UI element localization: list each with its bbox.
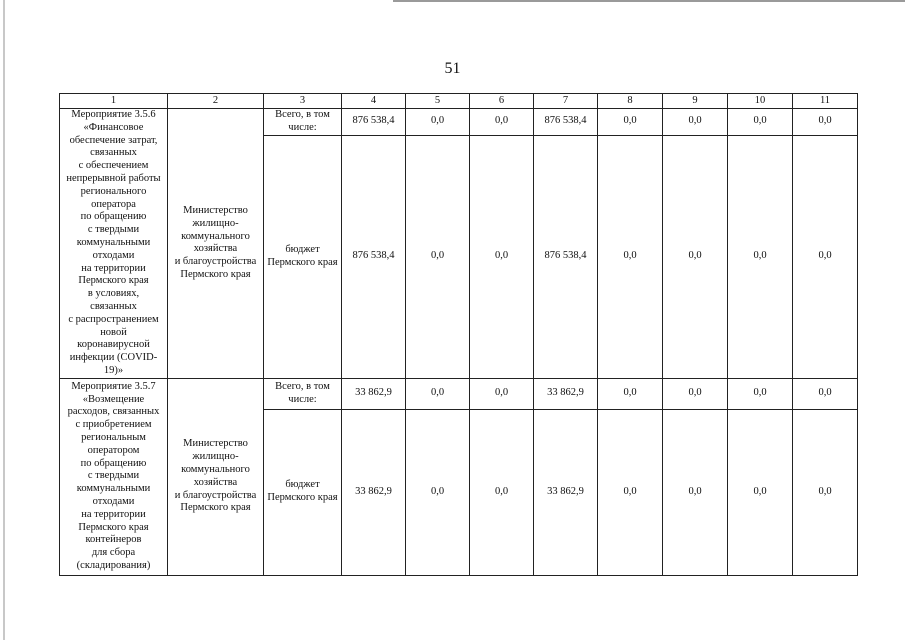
column-number: 9 — [663, 94, 728, 109]
event-line: оператора — [91, 198, 136, 210]
value-cell: 0,0 — [598, 109, 663, 136]
event-line: оператором — [87, 444, 140, 456]
event-cell — [60, 378, 168, 575]
value-cell: 0,0 — [406, 109, 470, 136]
value-cell: 0,0 — [663, 135, 728, 378]
event-line: с обеспечением — [78, 160, 149, 172]
event-line: на территории — [81, 262, 146, 274]
event-line: по обращению — [80, 211, 147, 223]
event-line: отходами — [92, 249, 135, 261]
value-cell: 33 862,9 — [342, 409, 406, 575]
executor-line: хозяйства — [193, 243, 238, 255]
source-cell — [264, 109, 342, 136]
event-line: 19)» — [103, 364, 124, 376]
value-cell: 0,0 — [663, 109, 728, 136]
event-line: расходов, связанных — [67, 406, 160, 418]
source-line: Всего, в том — [275, 380, 330, 392]
column-number: 4 — [342, 94, 406, 109]
event-line: непрерывной работы — [66, 172, 161, 184]
value-cell: 0,0 — [728, 378, 793, 409]
source-line: Всего, в том — [275, 109, 330, 120]
executor-line: жилищно- — [192, 451, 239, 463]
executor-line: и благоустройства — [174, 256, 257, 268]
value-cell: 0,0 — [793, 109, 858, 136]
source-line: Пермского края — [267, 256, 338, 268]
value-cell: 876 538,4 — [534, 109, 598, 136]
column-number: 3 — [264, 94, 342, 109]
column-number: 11 — [793, 94, 858, 109]
executor-line: Пермского края — [180, 502, 251, 514]
source-line: бюджет — [285, 243, 320, 255]
value-cell: 0,0 — [470, 378, 534, 409]
event-line: регионального — [80, 185, 147, 197]
event-line: отходами — [92, 495, 135, 507]
value-cell: 876 538,4 — [534, 135, 598, 378]
event-line: инфекции (COVID- — [69, 352, 158, 364]
value-cell: 0,0 — [598, 135, 663, 378]
budget-table — [59, 93, 858, 576]
value-cell: 0,0 — [728, 135, 793, 378]
source-cell — [264, 135, 342, 378]
event-line: контейнеров — [85, 534, 142, 546]
source-cell — [264, 409, 342, 575]
value-cell: 0,0 — [406, 409, 470, 575]
event-line: с приобретением — [75, 419, 152, 431]
value-cell: 0,0 — [598, 378, 663, 409]
value-cell: 0,0 — [728, 109, 793, 136]
table-row — [60, 378, 858, 409]
value-cell: 0,0 — [793, 378, 858, 409]
table-row — [60, 109, 858, 136]
source-line: Пермского края — [267, 492, 338, 504]
executor-line: Министерство — [183, 204, 248, 216]
event-line: для сбора — [91, 547, 136, 559]
source-cell — [264, 378, 342, 409]
executor-line: жилищно- — [192, 217, 239, 229]
column-number: 5 — [406, 94, 470, 109]
event-line: с твердыми — [87, 224, 140, 236]
value-cell: 0,0 — [663, 378, 728, 409]
value-cell: 876 538,4 — [342, 109, 406, 136]
column-number: 1 — [60, 94, 168, 109]
value-cell: 33 862,9 — [534, 378, 598, 409]
value-cell: 33 862,9 — [342, 378, 406, 409]
column-number: 2 — [168, 94, 264, 109]
value-cell: 33 862,9 — [534, 409, 598, 575]
executor-cell — [168, 378, 264, 575]
value-cell: 0,0 — [793, 409, 858, 575]
event-line: коммунальными — [76, 236, 151, 248]
event-line: Пермского края — [78, 275, 149, 287]
source-line: числе: — [288, 393, 317, 405]
event-line: региональным — [81, 431, 146, 443]
value-cell: 0,0 — [793, 135, 858, 378]
event-line: Мероприятие 3.5.6 — [71, 109, 156, 120]
page-number: 51 — [444, 60, 461, 77]
column-number-row — [60, 94, 858, 109]
source-line: бюджет — [285, 479, 320, 491]
value-cell: 0,0 — [470, 135, 534, 378]
value-cell: 0,0 — [406, 135, 470, 378]
event-line: новой — [100, 326, 127, 338]
value-cell: 0,0 — [663, 409, 728, 575]
event-line: с распространением — [68, 313, 159, 325]
event-line: Пермского края — [78, 521, 149, 533]
column-number: 10 — [728, 94, 793, 109]
event-line: коронавирусной — [77, 339, 150, 351]
column-number: 7 — [534, 94, 598, 109]
event-line: связанных — [90, 147, 137, 159]
source-line: числе: — [288, 121, 317, 133]
event-line: (складирования) — [76, 559, 151, 571]
executor-line: и благоустройства — [174, 489, 257, 501]
executor-line: Министерство — [183, 438, 248, 450]
value-cell: 0,0 — [470, 409, 534, 575]
event-line: Мероприятие 3.5.7 — [71, 380, 156, 392]
executor-line: коммунального — [181, 230, 250, 242]
event-line: обеспечение затрат, — [69, 134, 158, 146]
event-cell — [60, 109, 168, 379]
event-line: в условиях, — [87, 288, 140, 300]
value-cell: 0,0 — [470, 109, 534, 136]
scan-left-edge — [3, 0, 5, 640]
event-line: на территории — [81, 508, 146, 520]
column-number: 8 — [598, 94, 663, 109]
event-line: «Финансовое — [83, 121, 144, 133]
executor-cell — [168, 109, 264, 379]
value-cell: 0,0 — [728, 409, 793, 575]
executor-line: Пермского края — [180, 268, 251, 280]
executor-line: коммунального — [181, 463, 250, 475]
event-line: связанных — [90, 300, 137, 312]
value-cell: 0,0 — [406, 378, 470, 409]
event-line: с твердыми — [87, 470, 140, 482]
column-number: 6 — [470, 94, 534, 109]
value-cell: 876 538,4 — [342, 135, 406, 378]
event-line: коммунальными — [76, 483, 151, 495]
executor-line: хозяйства — [193, 476, 238, 488]
event-line: «Возмещение — [82, 393, 145, 405]
value-cell: 0,0 — [598, 409, 663, 575]
event-line: по обращению — [80, 457, 147, 469]
scan-top-edge — [393, 0, 905, 2]
